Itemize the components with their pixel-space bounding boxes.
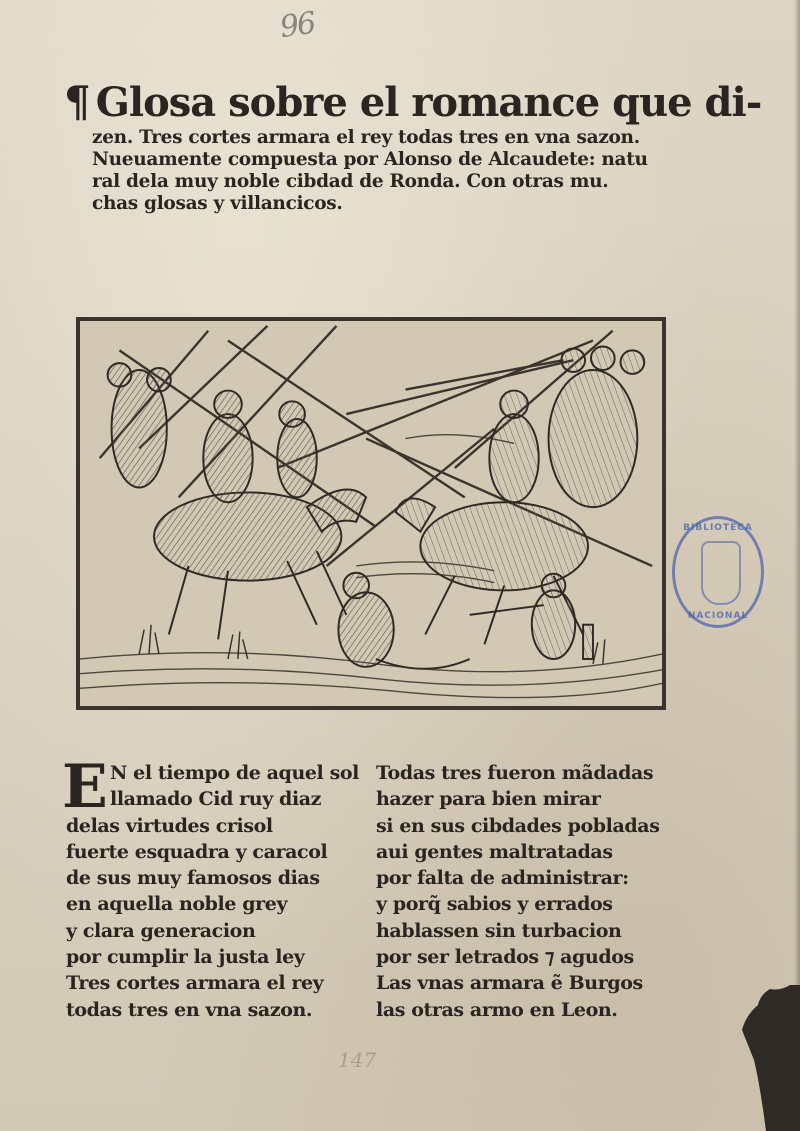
- title-line: chas glosas y villancicos.: [92, 193, 343, 214]
- verse-line: por falta de administrar:: [376, 867, 629, 890]
- stamp-bottom-text: NACIONAL: [687, 611, 749, 621]
- page-edge-shadow: [794, 0, 800, 1131]
- verse-line: las otras armo en Leon.: [376, 998, 618, 1021]
- verse-line: hazer para bien mirar: [376, 788, 601, 811]
- title-continuation: [92, 127, 694, 215]
- woodcut-illustration: [76, 317, 666, 710]
- library-stamp: [672, 516, 764, 628]
- verse-line: Las vnas armara ẽ Burgos: [376, 972, 643, 995]
- title-text-line-1: Glosa sobre el romance que di-: [95, 79, 762, 126]
- crown-shield-icon: [701, 541, 741, 605]
- verse-line: hablassen sin turbacion: [376, 919, 622, 942]
- verse-line: delas virtudes crisol: [66, 814, 273, 837]
- title-line: ral dela muy noble cibdad de Ronda. Con otras mu.: [92, 171, 609, 192]
- folio-number: 96: [277, 5, 317, 46]
- stamp-top-text: BIBLIOTECA: [683, 523, 753, 533]
- faint-bottom-number: 147: [338, 1048, 377, 1072]
- title-line: zen. Tres cortes armara el rey todas tres en vna sazon.: [92, 127, 640, 148]
- verse-line: Tres cortes armara el rey: [66, 972, 324, 995]
- verse-line: si en sus cibdades pobladas: [376, 814, 660, 837]
- verse-line: por ser letrados ⁊ agudos: [376, 946, 634, 969]
- verse-line: Todas tres fueron mãdadas: [376, 762, 654, 784]
- verse-column-right: [376, 760, 676, 1023]
- verse-line: y clara generacion: [66, 919, 256, 942]
- verse-line: por cumplir la justa ley: [66, 946, 305, 969]
- title-first-line: [64, 77, 762, 127]
- verse-line: N el tiempo de aquel sol: [110, 762, 359, 784]
- verse-column-left: [62, 752, 359, 1023]
- verse-line: fuerte esquadra y caracol: [66, 840, 328, 863]
- battle-scene-image: [80, 321, 662, 706]
- verse-line: llamado Cid ruy diaz: [110, 788, 322, 811]
- drop-capital: E: [62, 752, 108, 822]
- title-line: Nueuamente compuesta por Alonso de Alcaudete: natu: [92, 149, 648, 170]
- verse-line: de sus muy famosos dias: [66, 867, 320, 890]
- verse-line: y porq̃ sabios y errados: [376, 893, 613, 916]
- verse-line: todas tres en vna sazon.: [66, 998, 313, 1021]
- title-block: [64, 77, 762, 215]
- torn-page-corner: [740, 985, 800, 1131]
- verse-line: en aquella noble grey: [66, 893, 288, 916]
- pilcrow-icon: ¶: [64, 77, 90, 126]
- verse-line: aui gentes maltratadas: [376, 840, 613, 863]
